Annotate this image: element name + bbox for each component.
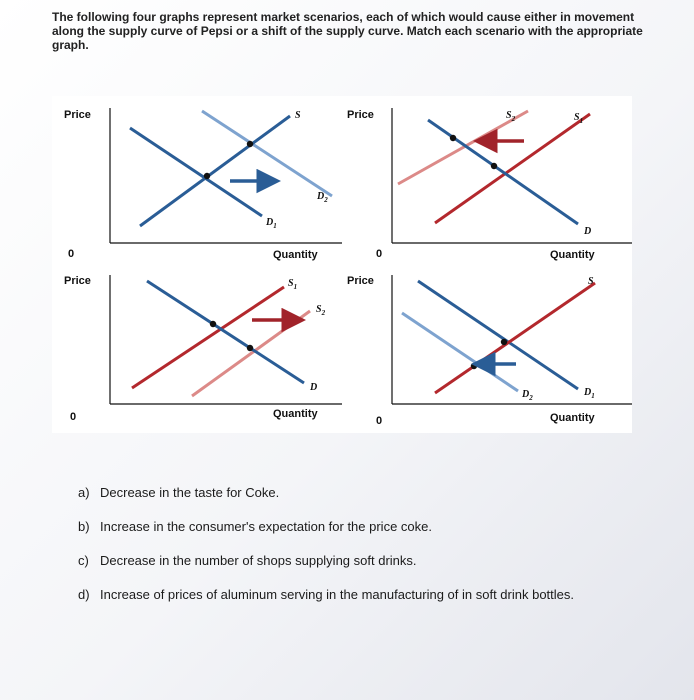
s1-letter: S [288, 278, 294, 289]
s1-subscript: 1 [579, 117, 584, 125]
quantity-axis-label: Quantity [550, 249, 595, 261]
s1-letter: S [574, 112, 580, 123]
equilibrium-point [247, 141, 253, 147]
equilibrium-point [471, 363, 477, 369]
quantity-axis-label: Quantity [273, 408, 318, 420]
demand-d2-label [522, 389, 533, 402]
graph-top-right [340, 96, 632, 266]
d2-letter: D [317, 191, 325, 202]
supply-s2-label [316, 304, 325, 317]
d2-subscript: 2 [529, 394, 533, 402]
graph-bottom-left-plot [52, 271, 342, 433]
price-axis-label: Price [347, 109, 374, 121]
demand-curve [428, 120, 578, 224]
supply-curve-s1 [435, 114, 590, 223]
equilibrium-point [247, 345, 253, 351]
demand-label: D [310, 382, 318, 393]
scenario-letter: c) [78, 553, 89, 568]
scenario-letter: b) [78, 519, 90, 534]
s2-letter: S [316, 304, 322, 315]
scenario-text: Decrease in the taste for Coke. [100, 485, 280, 500]
s2-subscript: 2 [511, 115, 516, 123]
price-axis-label: Price [64, 275, 91, 287]
supply-s1-label [574, 112, 583, 125]
scenario-text: Increase in the consumer's expectation for the price coke. [100, 519, 432, 534]
graph-top-right-plot [340, 96, 632, 266]
scenario-a [78, 485, 638, 501]
scenario-text: Decrease in the number of shops supplying soft drinks. [100, 553, 417, 568]
graphs-panel [52, 96, 632, 433]
demand-d1-label [584, 387, 595, 400]
price-axis-label: Price [64, 109, 91, 121]
demand-curve-d1 [418, 281, 578, 389]
supply-label: S [588, 276, 594, 287]
d1-subscript: 1 [591, 392, 595, 400]
graph-bottom-left [52, 271, 342, 433]
supply-curve-s1 [132, 287, 284, 388]
d1-letter: D [584, 387, 592, 398]
origin-label: 0 [376, 248, 383, 260]
quantity-axis-label: Quantity [273, 249, 318, 261]
d1-subscript: 1 [273, 222, 277, 230]
scenario-letter: d) [78, 587, 90, 602]
origin-label: 0 [376, 415, 383, 427]
demand-curve-d2 [402, 313, 518, 391]
quantity-axis-label: Quantity [550, 412, 595, 424]
graph-bottom-right-plot [340, 271, 632, 433]
intro-text: The following four graphs represent market scenarios, each of which would cause either in movement along the supply curve of Pepsi or a shift of the supply curve. Match each scenario with the appropriate graph. [52, 10, 643, 52]
d2-subscript: 2 [324, 196, 328, 204]
supply-s2-label [506, 110, 515, 123]
demand-curve-d2 [202, 111, 332, 196]
demand-label: D [584, 226, 592, 237]
scenario-c [78, 553, 638, 569]
s2-subscript: 2 [321, 309, 326, 317]
scenario-b [78, 519, 638, 535]
demand-d1-label [266, 217, 277, 230]
scenario-letter: a) [78, 485, 90, 500]
scenario-text: Increase of prices of aluminum serving in the manufacturing of in soft drink bottles. [100, 587, 575, 602]
equilibrium-point [204, 173, 210, 179]
d1-letter: D [266, 217, 274, 228]
d2-letter: D [522, 389, 530, 400]
demand-d2-label [317, 191, 328, 204]
graph-top-left-plot [52, 96, 342, 266]
scenario-d [78, 587, 638, 603]
supply-label: S [295, 110, 301, 121]
equilibrium-point [450, 135, 456, 141]
graph-bottom-right [340, 271, 632, 433]
graph-top-left [52, 96, 342, 266]
equilibrium-point [210, 321, 216, 327]
origin-label: 0 [70, 411, 77, 423]
supply-curve [140, 116, 290, 226]
supply-curve [435, 283, 595, 393]
equilibrium-point [501, 339, 507, 345]
demand-curve-d1 [130, 128, 262, 216]
supply-curve-s2 [192, 311, 310, 396]
origin-label: 0 [68, 248, 75, 260]
scenario-list [78, 485, 638, 621]
equilibrium-point [491, 163, 497, 169]
s1-subscript: 1 [293, 283, 298, 291]
supply-s1-label [288, 278, 297, 291]
price-axis-label: Price [347, 275, 374, 287]
s2-letter: S [506, 110, 512, 121]
